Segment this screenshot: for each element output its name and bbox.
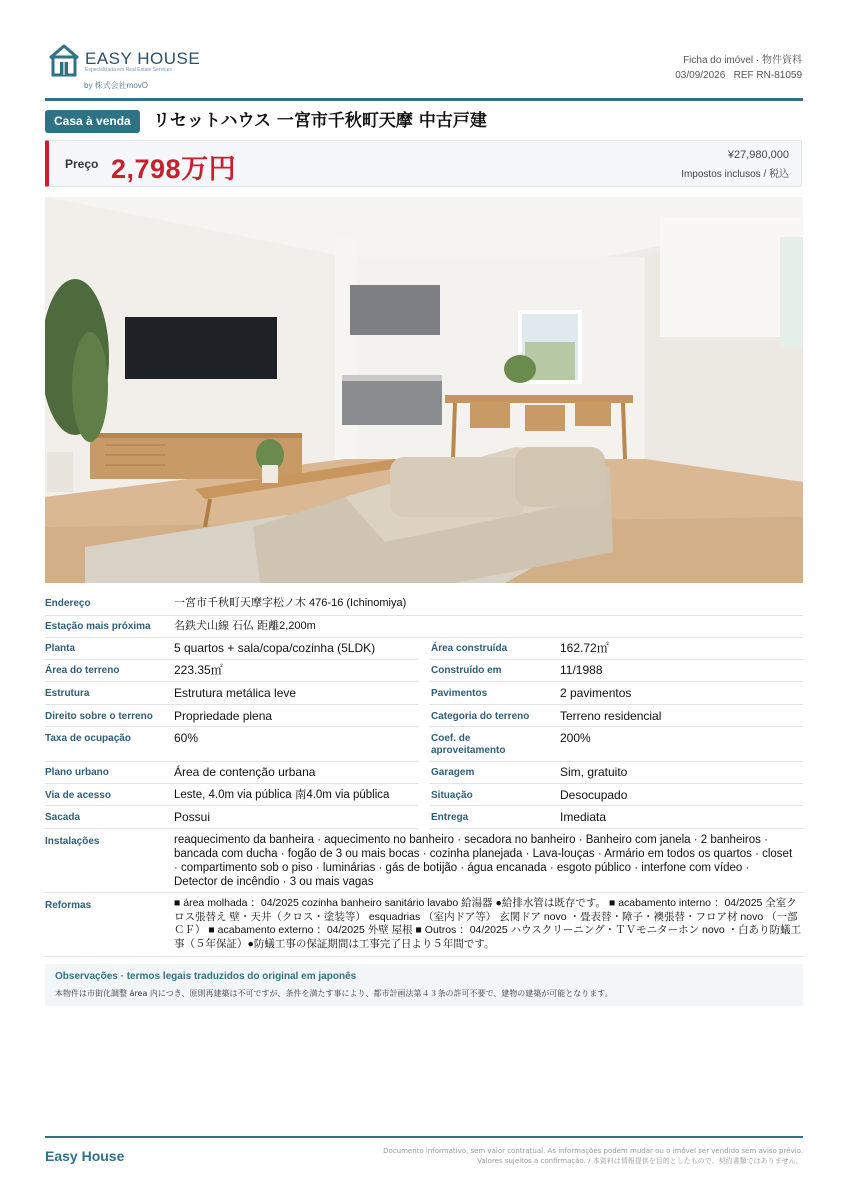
brand-by: by 株式会社movO [84, 81, 149, 90]
row-divider [45, 726, 418, 727]
row-divider [45, 659, 418, 660]
footer-disclaimer: Documento informativo, sem valor contratual. As informações podem mudar ou o imóvel ser vendido sem aviso prévio. Valores sujeitos a confirmação. / 本資料は情報提供を目的としたもので、契約書類ではありません。 [383, 1147, 803, 1165]
address-label: Endereço [45, 598, 91, 609]
row-divider [430, 704, 803, 705]
row-divider [430, 659, 803, 660]
detail-row-address [45, 593, 803, 616]
station-value: 名鉄犬山線 石仏 距離2,200m [174, 620, 316, 632]
row-divider [45, 783, 418, 784]
access-label: Via de acesso [45, 790, 111, 801]
header-divider [45, 98, 803, 101]
structure-label: Estrutura [45, 688, 90, 699]
status-label: Situação [431, 790, 473, 801]
row-divider [430, 761, 803, 762]
facilities-label: Instalações [45, 836, 100, 847]
house-logo-icon [47, 43, 81, 77]
document-date-ref [675, 68, 802, 83]
row-divider [430, 681, 803, 682]
row-divider [45, 761, 418, 762]
land-category-label: Categoria do terreno [431, 711, 530, 722]
property-photo [45, 197, 803, 583]
brand-name: EASY HOUSE [85, 49, 201, 68]
coverage-value: 60% [174, 731, 199, 745]
status-value: Desocupado [560, 788, 628, 802]
zoning-value: Área de contenção urbana [174, 765, 316, 779]
row-divider [430, 805, 803, 806]
document-date: 03/09/2026 [675, 70, 726, 81]
layout-label: Planta [45, 643, 76, 654]
document-meta [675, 53, 802, 83]
brand-tagline: Especializada em Real Estate Services [85, 67, 172, 73]
garage-value: Sim, gratuito [560, 765, 628, 779]
coverage-label: Taxa de ocupação [45, 733, 131, 744]
floors-label: Pavimentos [431, 688, 488, 699]
land-area-value: 223.35㎡ [174, 663, 223, 677]
footer-divider [45, 1136, 803, 1138]
layout-value: 5 quartos + sala/copa/cozinha (5LDK) [174, 641, 376, 655]
land-right-value: Propriedade plena [174, 709, 273, 723]
price-tax-note: Impostos inclusos / 税込 [681, 169, 789, 180]
delivery-label: Entrega [431, 812, 469, 823]
document-type: Ficha do imóvel · 物件資料 [683, 55, 802, 66]
delivery-value: Imediata [560, 810, 607, 824]
row-divider [45, 681, 418, 682]
detail-row-station [45, 615, 803, 638]
far-value: 200% [560, 731, 591, 745]
row-divider [430, 726, 803, 727]
access-value: Leste, 4.0m via pública 南4.0m via pública [174, 789, 390, 801]
brand-logo [47, 43, 247, 93]
balcony-label: Sacada [45, 812, 81, 823]
notes-title: Observações · termos legais traduzidos do original em japonês [55, 971, 357, 982]
built-area-label: Área construída [431, 643, 508, 654]
zoning-label: Plano urbano [45, 767, 109, 778]
land-right-label: Direito sobre o terreno [45, 711, 153, 722]
garage-label: Garagem [431, 767, 475, 778]
renovations-label: Reformas [45, 900, 92, 911]
renovations-value: ■ área molhada ：04/2025 cozinha banheiro sanitário lavabo 給湯器 ●給排水管は既存です。 ■ acabamento interno ：04/2025 全室クロス張替え 壁・天井（クロス・塗装等） esquadrias （室内ドア等） 玄関ドア novo ・畳表替・障子・襖張替・フロア材 novo （一部ＣＦ） ■ acabamento externo ：04/2025 外壁 屋根 ■ Outros ：04/2025 ハウスクリーニング・ＴＶモニターホン novo ・白あり防蟻工事（５年保証）●防蟻工事の保証期間は工事完了日より５年間です。 [174, 897, 802, 950]
row-divider [430, 783, 803, 784]
land-category-value: Terreno residencial [560, 709, 662, 723]
far-label: Coef. de aproveitamento [431, 733, 506, 756]
listing-type-badge: Casa à venda [45, 110, 140, 133]
facilities-value: reaquecimento da banheira · aquecimento no banheiro · secadora no banheiro · Banheiro com janela · 2 banheiros · bancada com ducha · fogão de 3 ou mais bocas · cozinha planejada · Lava-louças · Armário em todos os quartos · closet · compartimento sob o piso · luminárias · gás de botijão · água encanada · esgoto público · interfone com vídeo · Detector de incêndio · 3 ou mais vagas [174, 834, 793, 888]
station-label: Estação mais próxima [45, 621, 151, 632]
notes-box [45, 964, 803, 1006]
balcony-value: Possui [174, 810, 211, 824]
price-value: 2,798万円 [111, 154, 237, 184]
row-divider [45, 805, 418, 806]
footer-brand: Easy House [45, 1148, 125, 1164]
price-box [45, 140, 802, 187]
built-area-value: 162.72㎡ [560, 641, 609, 655]
listing-title: リセットハウス 一宮市千秋町天摩 中古戸建 [153, 111, 487, 131]
row-divider [45, 704, 418, 705]
living-room-image [45, 197, 803, 583]
land-area-label: Área do terreno [45, 665, 120, 676]
built-in-value: 11/1988 [560, 663, 603, 677]
address-value: 一宮市千秋町天摩字松ノ木 476-16 (Ichinomiya) [174, 597, 407, 609]
price-label: Preço [65, 157, 99, 171]
notes-text: 本物件は市街化調整 área 内につき、原則再建築は不可ですが、条件を満たす事により、都市計画法第４３条の許可不要で、建物の建築が可能となります。 [55, 989, 613, 998]
document-ref: REF RN-81059 [733, 70, 802, 81]
built-in-label: Construído em [431, 665, 502, 676]
price-yen: ¥27,980,000 [727, 149, 789, 161]
floors-value: 2 pavimentos [560, 686, 632, 700]
structure-value: Estrutura metálica leve [174, 686, 297, 700]
